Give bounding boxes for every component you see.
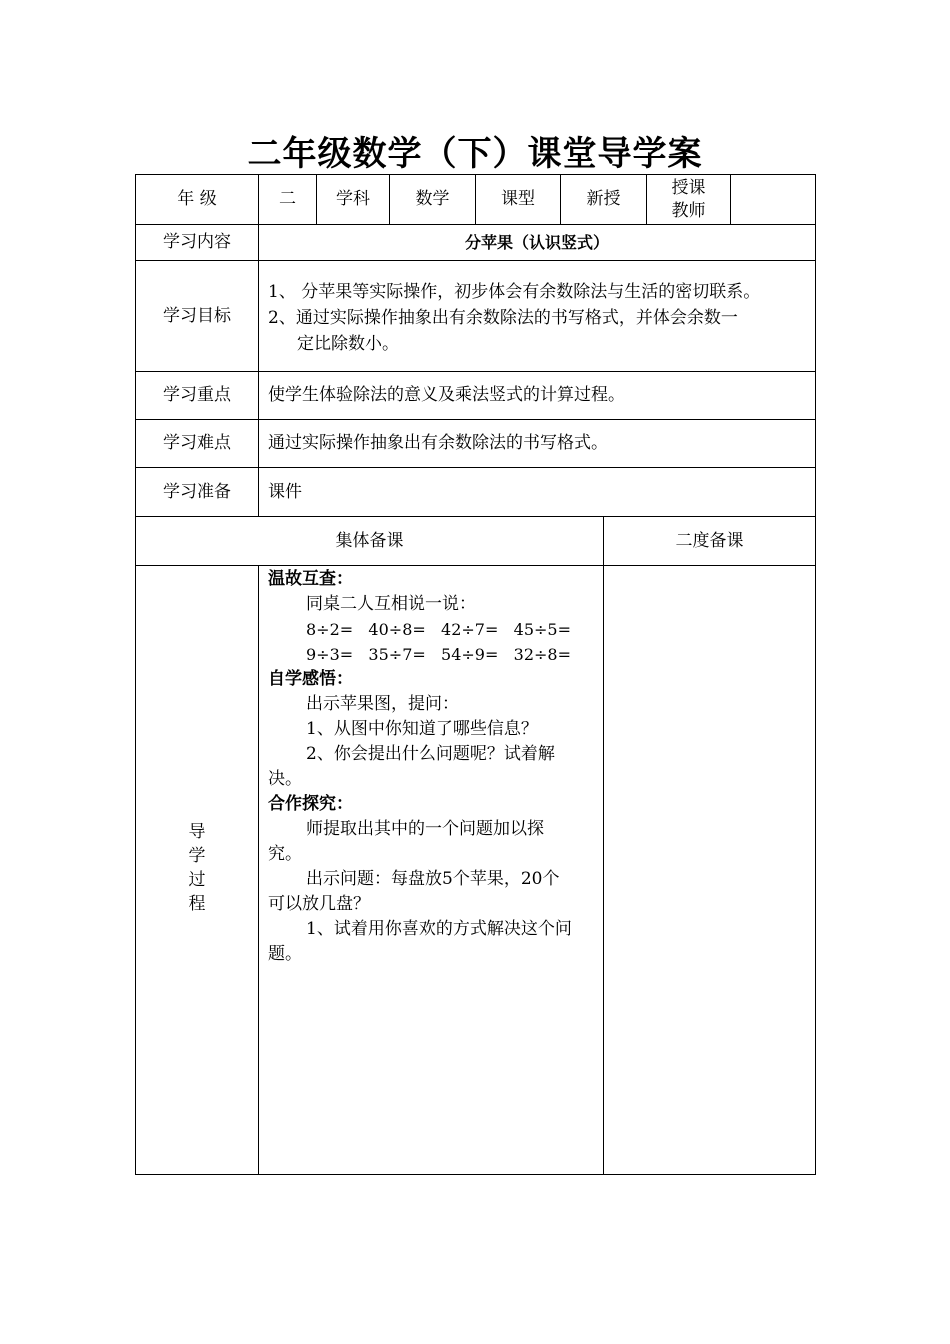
teacher-value: [731, 175, 815, 224]
type-value: 新授: [586, 189, 621, 209]
self-study-line-3-cont: 决。: [268, 769, 302, 789]
teacher-label-line2: 教师: [671, 200, 706, 221]
preparation-label: 学习准备: [163, 481, 231, 502]
key-point-label: 学习重点: [163, 385, 231, 405]
page-title: 二年级数学（下）课堂导学案: [247, 134, 703, 174]
self-study-line-3: 2、你会提出什么问题呢？试着解: [306, 744, 555, 764]
preparation-value: 课件: [268, 481, 302, 502]
teacher-label-line1: 授课: [671, 177, 706, 198]
subject-value: 数学: [415, 189, 450, 209]
content-label: 学习内容: [163, 232, 231, 252]
review-intro: 同桌二人互相说一说：: [306, 594, 476, 614]
cooperation-line-3-cont: 题。: [268, 944, 302, 964]
type-label: 课型: [501, 189, 535, 209]
goals-label: 学习目标: [163, 305, 231, 326]
grade-value: 二: [279, 189, 296, 209]
cooperation-line-3: 1、试着用你喜欢的方式解决这个问: [306, 919, 572, 939]
equation-row-1: 8÷2= 40÷8= 42÷7= 45÷5=: [306, 620, 571, 639]
goal-item-1: 1、 分苹果等实际操作，初步体会有余数除法与生活的密切联系。: [268, 282, 761, 302]
process-label-char-2: 学: [188, 846, 206, 866]
goal-item-2: 2、通过实际操作抽象出有余数除法的书写格式，并体会余数一: [268, 308, 738, 328]
process-content: [268, 567, 600, 967]
cooperation-line-2-cont: 可以放几盘？: [268, 894, 370, 914]
grade-label: 年 级: [177, 189, 217, 209]
group-prep-header: 集体备课: [335, 530, 404, 551]
difficulty-value: 通过实际操作抽象出有余数除法的书写格式。: [268, 433, 608, 453]
review-heading: 温故互查：: [268, 569, 353, 589]
second-prep-header: 二度备课: [675, 530, 744, 551]
cooperation-heading: 合作探究：: [268, 794, 353, 814]
subject-label: 学科: [336, 189, 370, 209]
difficulty-label: 学习难点: [163, 433, 231, 453]
equation-row-2: 9÷3= 35÷7= 54÷9= 32÷8=: [306, 645, 571, 664]
self-study-line-1: 出示苹果图，提问：: [306, 694, 459, 714]
teacher-label: [647, 175, 730, 224]
cooperation-line-1: 师提取出其中的一个问题加以探: [306, 819, 544, 839]
process-label: [136, 820, 258, 916]
goals-text: [268, 279, 813, 357]
process-label-char-1: 导: [188, 822, 206, 842]
process-label-char-4: 程: [188, 894, 206, 914]
cooperation-line-1-cont: 究。: [268, 844, 302, 864]
content-value: 分苹果（认识竖式）: [464, 233, 609, 252]
self-study-line-2: 1、从图中你知道了哪些信息？: [306, 719, 538, 739]
key-point-value: 使学生体验除法的意义及乘法竖式的计算过程。: [268, 385, 625, 405]
cooperation-line-2: 出示问题：每盘放5个苹果，20个: [306, 869, 560, 889]
process-label-char-3: 过: [188, 870, 206, 890]
self-study-heading: 自学感悟：: [268, 669, 353, 689]
goal-item-2-cont: 定比除数小。: [297, 334, 399, 354]
